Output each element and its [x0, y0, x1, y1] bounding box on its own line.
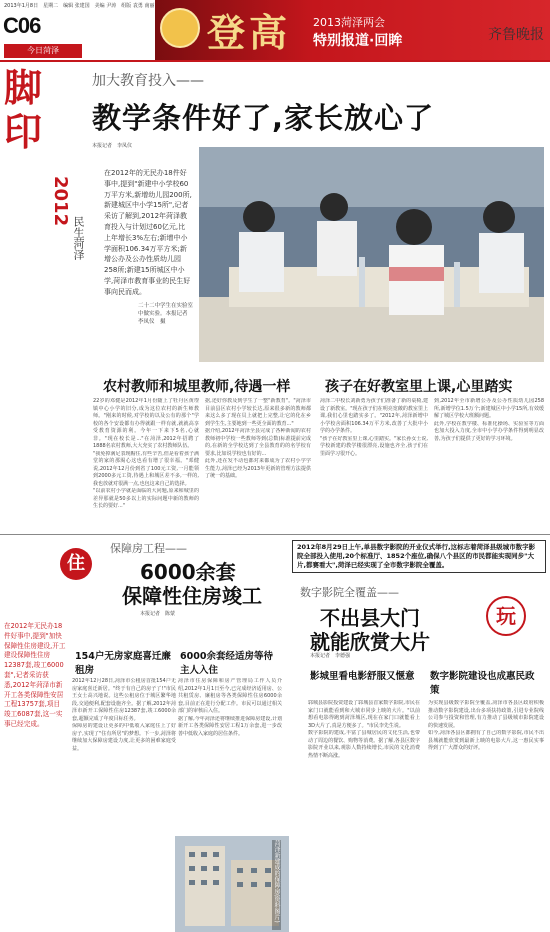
housing-sub1: 154户无房家庭喜迁廉租房 [75, 651, 171, 676]
cinema-sub1: 影城里看电影舒服又惬意 [310, 671, 415, 682]
sidebar-section: 民生菏泽 [72, 216, 85, 260]
article1-col1-p3: "以前农村小学就是面临的大问题,原来和城里的差异那就是50多以上的实际问题中新的教师的生长的要好..." [93, 488, 199, 509]
cinema-kicker: 数字影院全覆盖—— [300, 586, 399, 599]
sidebar-char-2: 印 [4, 109, 43, 154]
housing-photo-caption: 菏泽新建成的保障房(资料图片) [272, 840, 281, 930]
housing-sub2: 6000余套经适房等待主人入住 [180, 651, 273, 676]
classroom-image [199, 147, 544, 362]
section-divider [0, 534, 550, 535]
cinema-sub2: 数字影院建设也成惠民政策 [430, 671, 535, 696]
cinema-sub2-p2: 如今,菏泽各县区都拥有了自己的数字影院,市民不出县城就能欣赏到最新上映的电影大片,这一惠民实事得到了广大群众的好评。 [428, 730, 544, 751]
housing-sub1-p2: 保障房的建设让更多的中低收入家庭住上了好房子,实现了"住有所居"的梦想。下一步,菏泽将继续加大保障房建设力度,让更多的困难家庭受益。 [72, 723, 176, 752]
lead-intro: 在2012年的无民办18件好事中,提到"新建中小学校60万平方米,新增幼儿园200所,新建城区中小学15所",记者采访了解到,2012年菏泽教育投入与计划过60亿元,比上年增长3%左右;新增中小学面积106.34万平方米;新增公办及公办性质幼儿园258所;新建15所城区中小学,菏泽市教育事业的民生好事向民而成。 [104, 169, 192, 296]
housing-headline-1: 6000余套 [140, 560, 236, 584]
article1-col2-p3: 此外,还在发不动也都对来都成为了农村小学学生能力,菏泽已经为2013年更新的管理方法提供了统一的基础。 [205, 458, 311, 479]
page-code: C06 [3, 13, 41, 38]
article1-col2-p2: 据介绍,2012年菏泽全县完成了各种新闻的农村教师初中学校一些教师等到(总数)标准提前完成的,在新的全学校达到了全县教育的的名学校有要求,比如说学校也有好的... [205, 428, 311, 457]
article2-col1-p1: 菏泽二中校长刘新勇为孩子们准备了新的桌椅,建设了新教室。"现在孩子们在明亮宽敞的教室里上课,我们心里也踏实多了。"2012年,菏泽新增中小学校舍面积106.34万平方米,改善了大批中小学的办学条件。 [320, 398, 428, 434]
banner-subtitle-2: 特别报道·回眸 [313, 33, 403, 49]
section-sidebar [0, 65, 85, 296]
sidebar-year: 2012 [50, 176, 71, 227]
housing-sub2-p1: 菏泽市住房保障和房产管理局工作人员介绍,2012年1月1日至今,已完成经济适用房、公共租赁房、廉租房等各类保障性住房6000余套,目前正在进行分配工作。市民可以通过相关部门的审核后入住。 [178, 678, 282, 714]
cinema-headline-2: 就能欣赏大片 [310, 630, 430, 654]
housing-icon: 住 [60, 548, 92, 580]
cinema-sub2-p1: 为实现县级数字影院全覆盖,菏泽市各县区政府积极推动数字影院建设,出台多项扶持政策,引进专业院线公司参与投资和管理,有力推动了县级城市影院建设的快速发展。 [428, 700, 544, 729]
article2-col2-p1: 到,2012年全市新增公办及公办性质幼儿园258所,新增学位1.5万个;新建城区中小学15所,有效缓解了城区学校大班额问题。 [434, 398, 544, 419]
cinema-headline-1: 不出县大门 [320, 606, 420, 630]
dateline: 2013年1月8日 星期二 编辑 张建国 美编 尹涛 组版 袁勇 南丽 [4, 3, 155, 9]
cinema-notice: 2012年8月29日上午,单县数字影院的开业仪式举行,这标志着菏泽县级城市数字影院全部投入使用,20个标准厅、1852个座位,确保八个县区的市民都能实现同步"大片,都赛看大",菏泽已经实现了全市数字影院全覆盖。 [292, 540, 546, 573]
cinema-sub1-p2: 数字影院的建成,丰富了县城居民的文化生活,也带动了周边的餐饮、购物等消费。据了解,各县区数字影院开业以来,观影人数持续增长,市民的文化消费热情不断高涨。 [308, 730, 420, 759]
article2-col2-p2: 此外,学校在教学楼、标准化操场、实验室等方面也加大投入力度,全市中小学办学条件得到明显改善,为孩子们提供了更好的学习环境。 [434, 420, 544, 442]
cinema-sub1-p1: 郓城县影院投资建设了郓城县首家数字影院,市民在家门口就能看到和大城市同步上映的大片。"以前想看电影得跑到菏泽城区,现在在家门口就能看上3D大片了,真是方便多了。"市民李先生说。 [308, 700, 420, 729]
header-rule [0, 60, 550, 62]
housing-sidebox: 在2012年无民办18件好事中,提到"加快保障性住房建设,开工建设保障性住房12387套,竣工6000套",记者采访获悉,2012年菏泽市新开工各类保障性安居工程13757套,项目竣工6087套,这一实事已经完成。 [4, 622, 66, 728]
lead-headline: 教学条件好了,家长放心了 [92, 101, 435, 135]
newspaper-brand: 齐鲁晚报 [488, 27, 544, 43]
lead-photo [199, 147, 544, 362]
sidebar-char-1: 脚 [4, 65, 43, 110]
housing-sub2-p2: 据了解,今年菏泽还将继续推进保障房建设,计划新开工各类保障性安居工程1万余套,进一步改善中低收入家庭的居住条件。 [178, 715, 282, 737]
housing-byline: 本报记者 陈蒙 [140, 611, 176, 617]
article1-col1-p2: "我免掉满足表现帽住,有些辛苦,但是看着孩子满堂的家的那渴心这也看有增了很幸福。"邓健说,2012年12月份到省了100元工资,一月能领到2000多元工资,待遇上和城区差不多,一样的,我也放就对很满一点,也包这来自己的选择。 [93, 450, 199, 487]
lead-kicker: 加大教育投入—— [92, 73, 204, 89]
article1-title: 农村教师和城里教师,待遇一样 [103, 379, 291, 395]
article1-col2-p1: 据,还好你教及到学生了一整"新教育"。"菏泽市目前县区农村小学较长达,原来很多新的教师都来这么多了现在员上就把上完整,让它的化在乡到学生生,主要地到一些更全面的教育..." [205, 398, 311, 427]
housing-sub1-p1: 2012年12月28日,菏泽市公租房首批154户无房家庭喜迁新居。"终于有自己的房子了!"市民王女士高兴地说。这些公租房位于城区繁华地段,交通便利,配套设施齐全。据了解,2012年菏泽市新开工保障性住房12387套,竣工6000余套,超额完成了年度目标任务。 [72, 678, 176, 722]
emblem-icon [160, 8, 200, 48]
today-section-label: 今日菏泽 [4, 44, 82, 58]
article2-title: 孩子在好教室里上课,心里踏实 [325, 379, 513, 395]
article2-col1-p2: "孩子在好教室里上课,心里踏实。"家长孙女士说,学校新建的教学楼很漂亮,设施也齐全,孩子们在里面学习很开心。 [320, 435, 428, 457]
lead-photo-caption: 二十二中学生在实验室中做实验。本报记者 李凤仪 摄 [138, 303, 194, 325]
housing-headline-2: 保障性住房竣工 [122, 584, 262, 608]
cinema-byline: 本报记者 李德强 [310, 653, 351, 659]
cinema-icon: 玩 [486, 596, 526, 636]
banner-title: 登高 [207, 10, 292, 55]
banner-subtitle-1: 2013菏泽两会 [313, 16, 385, 29]
lead-byline: 本报记者 李凤仪 [92, 143, 133, 149]
article1-col1-p1: 22岁的邓健是2012年1月份随上了牡丹区黄堽镇中心小学的旧分,成为这位农村的新生师教师。"刚来的时候,对学校的以及公有的那个"学校的各个安设都有办得就跟一样有就,就就高享受教育资源的利。今年一下来下5名,心就非。"现在校长是..."在菏泽,2012年招聘了1888名农村教师,大大充实了农村教师队伍。 [93, 398, 199, 449]
housing-kicker: 保障房工程—— [110, 542, 187, 555]
